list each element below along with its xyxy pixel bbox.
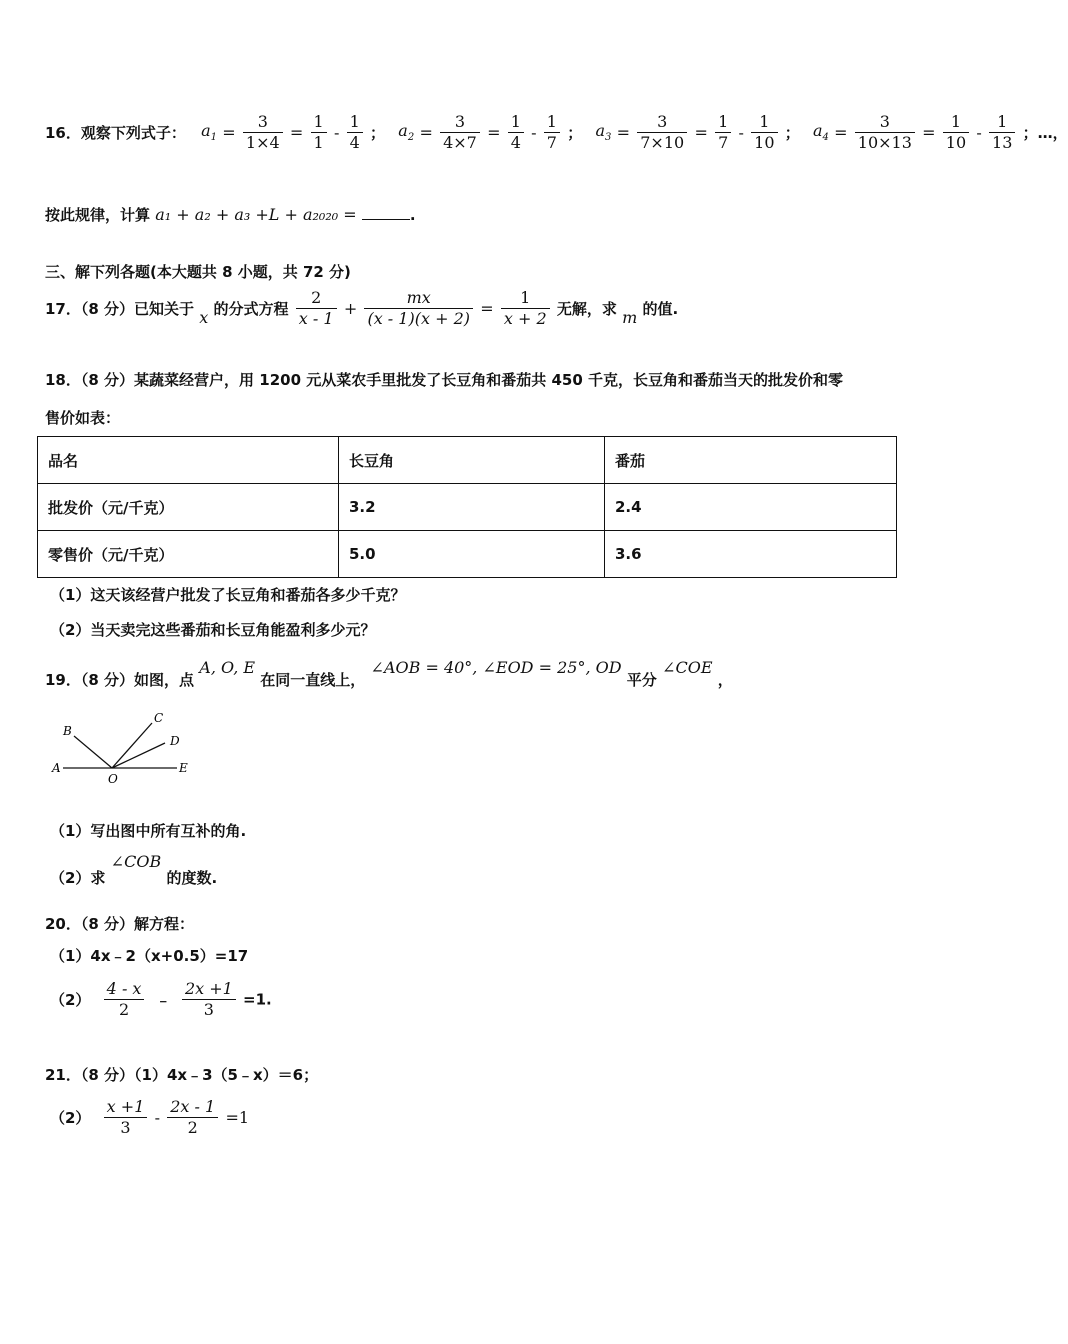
table-row bbox=[38, 484, 897, 531]
table-header-row bbox=[38, 437, 897, 484]
q20-sub2-label: （2） bbox=[50, 991, 91, 1009]
ray-oc bbox=[112, 723, 152, 768]
q20-frac-1: $\frac{4 - x}{2}$ bbox=[104, 979, 145, 1020]
point-label-d: D bbox=[170, 734, 180, 748]
q19-sub2-line bbox=[50, 852, 217, 888]
q17-eq: = bbox=[480, 299, 494, 318]
q19-line bbox=[45, 658, 733, 690]
table-cell: 零售价（元/千克） bbox=[38, 531, 339, 578]
table-cell: 2.4 bbox=[605, 484, 897, 531]
q18-line2: 售价如表： bbox=[45, 409, 121, 427]
q21-tail: =1 bbox=[225, 1108, 250, 1127]
q19-sub2-suffix: 的度数. bbox=[166, 869, 218, 887]
q17-mid: 的分式方程 bbox=[213, 300, 289, 318]
q16-frac-a4c: $\frac{1}{13}$ bbox=[989, 112, 1015, 153]
q21-frac-2: $\frac{2x - 1}{2}$ bbox=[167, 1097, 218, 1138]
q20-frac-2: $\frac{2x +1}{3}$ bbox=[182, 979, 236, 1020]
table-header-cell: 长豆角 bbox=[339, 437, 605, 484]
q19-sub2-prefix: （2）求 bbox=[50, 869, 106, 887]
q20-tail: =1. bbox=[243, 990, 272, 1009]
q17-suffix2: 的值. bbox=[642, 300, 679, 318]
q16-calc-label: 按此规律，计算 bbox=[45, 206, 151, 224]
q16-end: ；…， bbox=[1022, 124, 1068, 142]
ray-od bbox=[112, 743, 165, 768]
q16-calc-line bbox=[45, 204, 416, 225]
q19-sub2-angle: ∠COB bbox=[110, 852, 162, 871]
q16-frac-a4: $\frac{3}{10\times 13}$ bbox=[855, 112, 915, 153]
q20-minus: ﹣ bbox=[155, 991, 171, 1009]
table-cell: 5.0 bbox=[339, 531, 605, 578]
q20-sub2-line bbox=[50, 979, 272, 1020]
q16-frac-a3c: $\frac{1}{10}$ bbox=[751, 112, 777, 153]
q17-var-x: x bbox=[199, 308, 209, 327]
q17-frac-3: $\frac{1}{x + 2}$ bbox=[501, 288, 550, 329]
q16-calc-expr: a₁ + a₂ + a₃ +L + a₂₀₂₀ = bbox=[155, 205, 357, 224]
q16-a4: $a_4$ bbox=[812, 121, 829, 144]
q21-frac-1: $\frac{x +1}{3}$ bbox=[104, 1097, 148, 1138]
q21-sub2-line bbox=[50, 1097, 249, 1138]
q17-line bbox=[45, 288, 678, 329]
q16-frac-a1: $\frac{3}{1\times 4}$ bbox=[243, 112, 283, 153]
q16-a2: $a_2$ bbox=[398, 121, 415, 144]
q19-bisect: 平分 bbox=[626, 671, 657, 689]
q17-prefix: 17．（8 分）已知关于 bbox=[45, 300, 195, 318]
answer-blank[interactable] bbox=[362, 205, 410, 220]
q19-cond: ∠AOB = 40°, ∠EOD = 25°, OD bbox=[370, 658, 622, 677]
point-label-b: B bbox=[63, 724, 72, 738]
q21-label: 21．（8 分）（1）4x﹣3（5﹣x）＝6； bbox=[45, 1066, 319, 1084]
q17-plus: + bbox=[343, 299, 358, 318]
point-label-e: E bbox=[179, 761, 188, 775]
q18-line1: 18．（8 分）某蔬菜经营户，用 1200 元从菜农手里批发了长豆角和番茄共 450 千克，长豆角和番茄当天的批发价和零 bbox=[45, 371, 843, 389]
q16-frac-a2b: $\frac{1}{4}$ bbox=[508, 112, 524, 153]
ray-ob bbox=[74, 736, 112, 768]
q19-points: A, O, E bbox=[199, 658, 256, 677]
q16-sep3: ； bbox=[784, 124, 800, 142]
q19-end: ， bbox=[717, 671, 733, 689]
q17-frac-2: $\frac{mx}{(x - 1)(x + 2)}$ bbox=[364, 288, 473, 329]
q16-frac-a1c: $\frac{1}{4}$ bbox=[347, 112, 363, 153]
point-label-c: C bbox=[154, 711, 164, 725]
q16-period: . bbox=[409, 206, 416, 224]
q18-sub1: （1）这天该经营户批发了长豆角和番茄各多少千克？ bbox=[50, 586, 406, 604]
q16-frac-a2: $\frac{3}{4\times 7}$ bbox=[440, 112, 480, 153]
q16-sep2: ； bbox=[567, 124, 583, 142]
point-label-o: O bbox=[108, 772, 118, 786]
q17-suffix1: 无解，求 bbox=[556, 300, 617, 318]
table-cell: 批发价（元/千克） bbox=[38, 484, 339, 531]
q16-frac-a2c: $\frac{1}{7}$ bbox=[544, 112, 560, 153]
q17-frac-1: $\frac{2}{x - 1}$ bbox=[296, 288, 337, 329]
table-header-cell: 品名 bbox=[38, 437, 339, 484]
q19-mid: 在同一直线上， bbox=[260, 671, 366, 689]
q16-frac-a1b: $\frac{1}{1}$ bbox=[311, 112, 327, 153]
q18-sub2: （2）当天卖完这些番茄和长豆角能盈利多少元？ bbox=[50, 621, 376, 639]
q19-sub1: （1）写出图中所有互补的角. bbox=[50, 822, 247, 840]
table-row bbox=[38, 531, 897, 578]
q21-minus: - bbox=[154, 1108, 161, 1127]
price-table bbox=[37, 436, 897, 578]
q16-a1: $a_1$ bbox=[201, 121, 218, 144]
q16-frac-a3b: $\frac{1}{7}$ bbox=[715, 112, 731, 153]
q16-frac-a4b: $\frac{1}{10}$ bbox=[943, 112, 969, 153]
q20-sub1: （1）4x﹣2（x+0.5）=17 bbox=[50, 947, 249, 965]
q16-a3: $a_3$ bbox=[595, 121, 612, 144]
q20-label: 20．（8 分）解方程： bbox=[45, 915, 195, 933]
q19-prefix: 19．（8 分）如图，点 bbox=[45, 671, 195, 689]
table-cell: 3.6 bbox=[605, 531, 897, 578]
section-title: 三、解下列各题(本大题共 8 小题，共 72 分) bbox=[45, 263, 351, 281]
q21-sub2-label: （2） bbox=[50, 1109, 91, 1127]
q19-angle: ∠COE bbox=[662, 658, 713, 677]
table-cell: 3.2 bbox=[339, 484, 605, 531]
point-label-a: A bbox=[52, 761, 61, 775]
q16-sep1: ； bbox=[370, 124, 386, 142]
angle-figure bbox=[45, 705, 205, 785]
q16-label: 16．观察下列式子： bbox=[45, 124, 186, 142]
table-header-cell: 番茄 bbox=[605, 437, 897, 484]
q16-line: 16．观察下列式子： $a_1$ = $\frac{3}{1\times 4}$ = $\frac{1}{1}$ - $\frac{1}{4}$ ； $a_2$ = $\frac{3}{4\times 7}$ = $\frac{1}{4}$ - $\frac{1}{7}$ ； $a_3$ = $\frac{3}{7\times 10}$ = $\frac{1}{7}$ - $\frac{1}{10}$ ； $a_4$ = $\frac{3}{10\times 13}$ = $\frac{1}{10}$ - $\frac{1}{13}$ ；…， bbox=[45, 112, 1068, 152]
q16-frac-a3: $\frac{3}{7\times 10}$ bbox=[637, 112, 687, 153]
q17-var-m: m bbox=[622, 308, 638, 327]
